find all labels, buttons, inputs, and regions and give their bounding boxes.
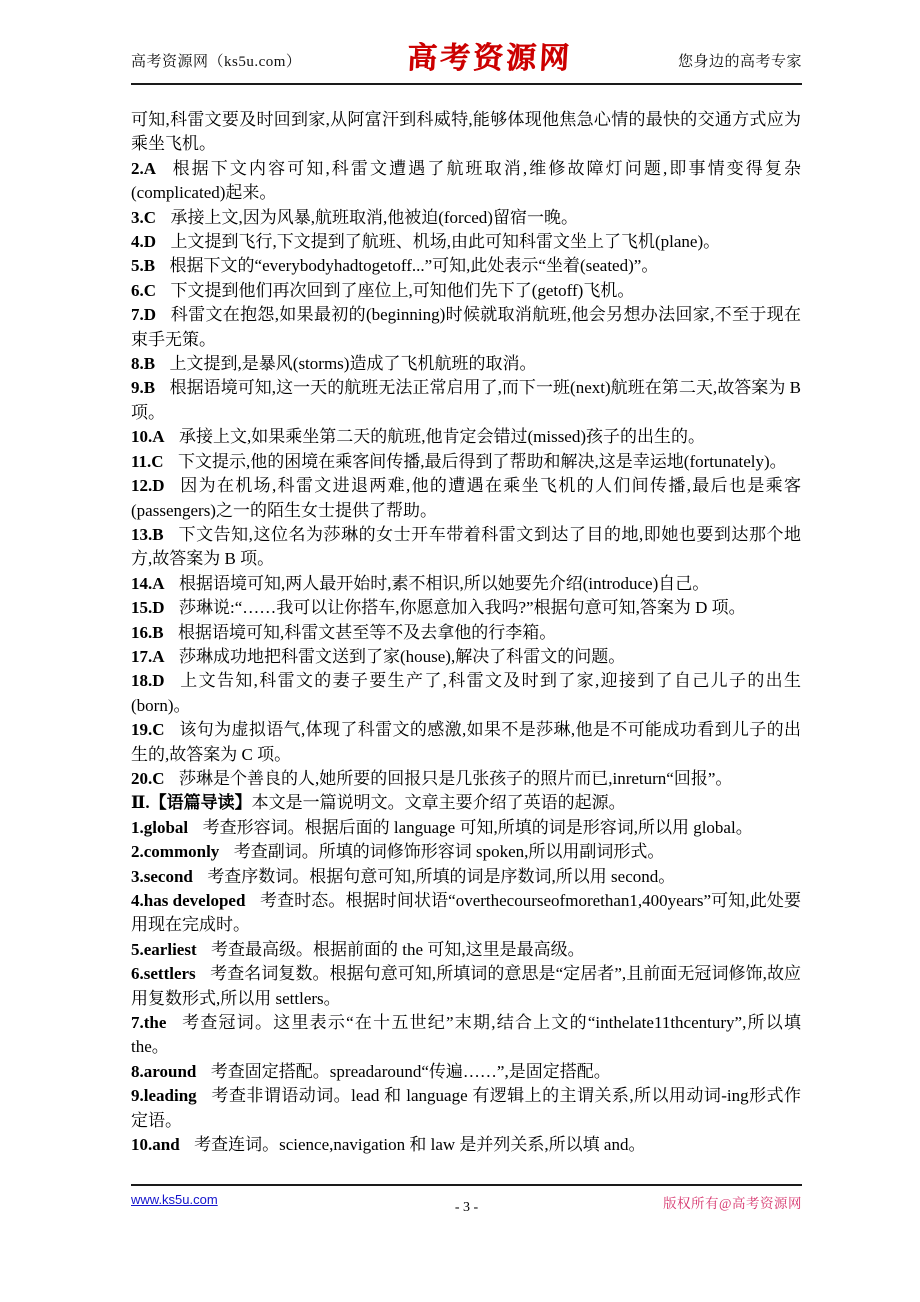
answer-text: 可知,科雷文要及时回到家,从阿富汗到科威特,能够体现他焦急心情的最快的交通方式应为乘坐飞机。 (131, 110, 801, 154)
answer-text: 考查固定搭配。spreadaround“传遍……”,是固定搭配。 (210, 1061, 611, 1081)
answer-label: 9.leading (131, 1086, 197, 1106)
answer-item (131, 523, 801, 572)
answer-text: 考查名词复数。根据句意可知,所填词的意思是“定居者”,且前面无冠词修饰,故应用复数形式,所以用 settlers。 (131, 964, 801, 1008)
answer-label: 8.around (131, 1061, 197, 1081)
answer-item (131, 596, 801, 620)
answer-label: 5.B (131, 256, 156, 276)
answer-text: 根据下文内容可知,科雷文遭遇了航班取消,维修故障灯问题,即事情变得复杂(complicated)起来。 (131, 158, 801, 203)
answer-text: 根据下文的“everybodyhadtogetoff...”可知,此处表示“坐着(seated)”。 (169, 256, 659, 276)
answer-item (131, 450, 801, 474)
answer-item (131, 1084, 801, 1133)
answer-text: 莎琳是个善良的人,她所要的回报只是几张孩子的照片而已,inreturn“回报”。 (178, 768, 733, 788)
answer-item (131, 425, 801, 449)
answer-item (131, 1011, 801, 1060)
answer-label: 12.D (131, 476, 165, 496)
answer-item (131, 157, 801, 206)
answer-item (131, 1060, 801, 1084)
answer-item (131, 621, 801, 645)
answer-label: Ⅱ.【语篇导读】 (131, 793, 252, 813)
answer-label: 10.A (131, 427, 165, 447)
answer-text: 考查形容词。根据后面的 language 可知,所填的词是形容词,所以用 global。 (202, 817, 753, 837)
answer-text: 下文提到他们再次回到了座位上,可知他们先下了(getoff)飞机。 (170, 280, 635, 300)
footer-divider (131, 1184, 802, 1186)
answer-text: 下文告知,这位名为莎琳的女士开车带着科雷文到达了目的地,即她也要到达那个地方,故答案为 B 项。 (131, 524, 801, 569)
answer-item (131, 816, 801, 840)
answer-text: 根据语境可知,两人最开始时,素不相识,所以她要先介绍(introduce)自己。 (178, 573, 710, 593)
answer-label: 7.the (131, 1013, 167, 1033)
answer-text: 考查最高级。根据前面的 the 可知,这里是最高级。 (211, 939, 585, 959)
answer-text: 承接上文,因为风暴,航班取消,他被迫(forced)留宿一晚。 (170, 207, 578, 227)
answer-label: 7.D (131, 305, 157, 325)
answer-item (131, 645, 801, 669)
answer-item (131, 474, 801, 523)
answer-item (131, 840, 801, 864)
answer-text: 本文是一篇说明文。文章主要介绍了英语的起源。 (251, 793, 626, 813)
page-number: - 3 - (454, 1200, 479, 1215)
answer-item (131, 1133, 801, 1157)
answer-text: 考查非谓语动词。lead 和 language 有逻辑上的主谓关系,所以用动词-ing形式作定语。 (131, 1086, 801, 1130)
answer-label: 10.and (131, 1135, 180, 1155)
answer-text: 考查冠词。这里表示“在十五世纪”末期,结合上文的“inthelate11thcentury”,所以填 the。 (131, 1013, 801, 1057)
answer-label: 17.A (131, 646, 165, 666)
page-header (131, 44, 802, 85)
footer-url-link[interactable]: www.ks5u.com (131, 1192, 218, 1207)
answer-item (131, 938, 801, 962)
answer-label: 11.C (131, 451, 164, 471)
answer-item (131, 279, 801, 303)
answer-item (131, 962, 801, 1011)
answer-item (131, 352, 801, 376)
answer-label: 15.D (131, 598, 165, 618)
answer-label: 19.C (131, 720, 165, 740)
answer-label: 4.has developed (131, 891, 246, 910)
answer-label: 16.B (131, 622, 164, 642)
page-footer (131, 1192, 802, 1215)
answer-item (131, 718, 801, 767)
answer-label: 2.commonly (131, 842, 220, 862)
answer-text: 根据语境可知,这一天的航班无法正常启用了,而下一班(next)航班在第二天,故答案为 B 项。 (131, 378, 801, 422)
answer-label: 6.settlers (131, 964, 196, 984)
answer-text: 莎琳说:“……我可以让你搭车,你愿意加入我吗?”根据句意可知,答案为 D 项。 (178, 598, 746, 618)
answer-label: 3.C (131, 207, 157, 227)
answer-text: 上文告知,科雷文的妻子要生产了,科雷文及时到了家,迎接到了自己儿子的出生(born)。 (131, 671, 801, 715)
header-site-name: 高考资源网（ks5u.com） (131, 54, 302, 70)
answer-label: 4.D (131, 232, 157, 252)
answer-label: 14.A (131, 573, 165, 593)
answer-text: 该句为虚拟语气,体现了科雷文的感激,如果不是莎琳,他是不可能成功看到儿子的出生的,故答案为 C 项。 (131, 720, 801, 764)
answer-text: 承接上文,如果乘坐第二天的航班,他肯定会错过(missed)孩子的出生的。 (178, 427, 706, 447)
answer-item (131, 108, 801, 157)
answer-label: 18.D (131, 671, 165, 691)
answer-text: 上文提到飞行,下文提到了航班、机场,由此可知科雷文坐上了飞机(plane)。 (170, 232, 721, 252)
answer-list (131, 108, 801, 1157)
answer-item (131, 865, 801, 889)
answer-item (131, 303, 801, 352)
answer-text: 因为在机场,科雷文进退两难,他的遭遇在乘坐飞机的人们间传播,最后也是乘客(passengers)之一的陌生女士提供了帮助。 (131, 476, 801, 520)
answer-label: 3.second (131, 866, 193, 886)
answer-label: 13.B (131, 524, 164, 544)
answer-text: 科雷文在抱怨,如果最初的(beginning)时候就取消航班,他会另想办法回家,不至于现在束手无策。 (131, 305, 801, 349)
answer-text: 考查序数词。根据句意可知,所填的词是序数词,所以用 second。 (207, 866, 676, 886)
answer-label: 2.A (131, 158, 157, 178)
answer-item (131, 669, 801, 718)
site-logo: 高考资源网 (406, 42, 574, 75)
header-slogan: 您身边的高考专家 (677, 54, 802, 70)
answer-text: 考查连词。science,navigation 和 law 是并列关系,所以填 and。 (194, 1135, 646, 1155)
answer-text: 根据语境可知,科雷文甚至等不及去拿他的行李箱。 (178, 622, 557, 642)
answer-item (131, 791, 801, 815)
answer-label: 5.earliest (131, 939, 197, 959)
answer-text: 莎琳成功地把科雷文送到了家(house),解决了科雷文的问题。 (178, 646, 626, 666)
answer-item (131, 230, 801, 254)
answer-label: 9.B (131, 378, 156, 398)
answer-label: 1.global (131, 817, 189, 837)
answer-label: 8.B (131, 354, 156, 374)
answer-label: 6.C (131, 280, 157, 300)
footer-copyright: 版权所有@高考资源网 (663, 1196, 802, 1211)
answer-item (131, 767, 801, 791)
answer-item (131, 889, 801, 938)
answer-label: 20.C (131, 768, 165, 788)
answer-item (131, 254, 801, 278)
answer-text: 上文提到,是暴风(storms)造成了飞机航班的取消。 (169, 354, 537, 374)
answer-text: 考查时态。根据时间状语“overthecourseofmorethan1,400years”可知,此处要用现在完成时。 (131, 891, 801, 935)
answer-item (131, 376, 801, 425)
answer-item (131, 572, 801, 596)
answer-item (131, 206, 801, 230)
answer-text: 考查副词。所填的词修饰形容词 spoken,所以用副词形式。 (233, 842, 665, 862)
answer-text: 下文提示,他的困境在乘客间传播,最后得到了帮助和解决,这是幸运地(fortunately)。 (178, 451, 787, 471)
